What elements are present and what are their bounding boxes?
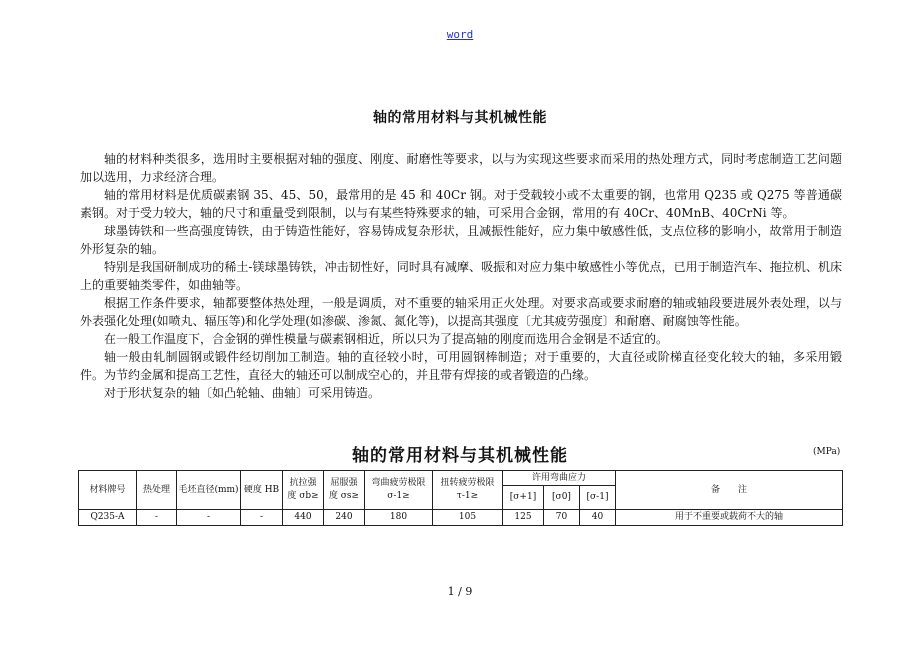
page-number: 1 / 9 [447,585,473,598]
header-allow-0: [σ0] [544,486,580,510]
table-title: 轴的常用材料与其机械性能 [352,446,568,466]
header-torsion-line1: 扭转疲劳极限 [440,478,495,488]
cell-torsion-fatigue: 105 [433,510,503,526]
paragraph: 轴一般由轧制圆钢或锻件经切削加工制造。轴的直径较小时，可用圆钢棒制造；对于重要的，大直径或阶梯直径变化较大的轴，多采用锻件。为节约金属和提高工艺性，直径大的轴还可以制成空心的，并且带有焊接的或者锻造的凸缘。 [80,350,842,382]
header-tensile-strength [283,471,324,510]
header-torsion-fatigue [433,471,503,510]
cell-yield: 240 [324,510,365,526]
header-torsion-line2: τ-1≥ [456,491,479,501]
table-row [79,510,843,526]
paragraph: 特别是我国研制成功的稀土-镁球墨铸铁，冲击韧性好，同时具有减摩、吸振和对应力集中敏感性小等优点，已用于制造汽车、拖拉机、机床上的重要轴类零件，如曲轴等。 [80,260,842,292]
cell-allow-minus1: 40 [580,510,616,526]
paragraph: 在一般工作温度下，合金钢的弹性模量与碳素钢相近，所以只为了提高轴的刚度而选用合金钢是不适宜的。 [104,332,669,346]
header-bending-line2: σ-1≥ [387,491,410,501]
header-allow-plus1: [σ+1] [503,486,544,510]
header-yield-line2: 度 σs≥ [328,491,360,501]
header-heat-treatment: 热处理 [137,471,177,510]
header-remarks: 备 注 [616,471,843,510]
cell-allow-0: 70 [544,510,580,526]
body-text [80,150,842,402]
paragraph: 轴的材料种类很多，选用时主要根据对轴的强度、刚度、耐磨性等要求，以与为实现这些要求而采用的热处理方式，同时考虑制造工艺问题加以选用，力求经济合理。 [80,152,842,184]
document-title: 轴的常用材料与其机械性能 [373,110,547,126]
header-allow-minus1: [σ-1] [580,486,616,510]
header-yield-line1: 屈服强 [330,478,358,488]
header-yield-strength [324,471,365,510]
cell-bending-fatigue: 180 [365,510,433,526]
header-material: 材料牌号 [79,471,137,510]
cell-hardness: - [241,510,283,526]
header-bending-line1: 弯曲疲劳极限 [371,478,426,488]
material-properties-table [78,470,843,526]
header-hardness: 硬度 HB [241,471,283,510]
paragraph: 轴的常用材料是优质碳素钢 35、45、50，最常用的是 45 和 40Cr 钢。对于受载较小或不太重要的钢，也常用 Q235 或 Q275 等普通碳素钢。对于受力较大，轴的尺寸和重量受到限制，以与有某些特殊要求的轴，可采用合金钢，常用的有 40Cr、40MnB、40CrNi 等。 [80,188,842,220]
header-allowable-stress: 许用弯曲应力 [503,471,616,486]
header-tensile-line1: 抗拉强 [289,478,317,488]
cell-tensile: 440 [283,510,324,526]
paragraph: 对于形状复杂的轴〔如凸轮轴、曲轴〕可采用铸造。 [104,386,381,400]
cell-allow-plus1: 125 [503,510,544,526]
cell-blank-diameter: - [177,510,241,526]
cell-remarks: 用于不重要或载荷不大的轴 [616,510,843,526]
header-word-link[interactable]: word [446,28,474,41]
cell-heat-treatment: - [137,510,177,526]
header-bending-fatigue [365,471,433,510]
header-tensile-line2: 度 σb≥ [287,491,319,501]
cell-material: Q235-A [79,510,137,526]
header-blank-diameter: 毛坯直径(mm) [177,471,241,510]
paragraph: 球墨铸铁和一些高强度铸铁，由于铸造性能好，容易铸成复杂形状，且减振性能好，应力集中敏感性低，支点位移的影响小，故常用于制造外形复杂的轴。 [80,224,842,256]
table-unit: (MPa) [813,447,841,457]
paragraph: 根据工作条件要求，轴都要整体热处理，一般是调质，对不重要的轴采用正火处理。对要求高或要求耐磨的轴或轴段要进展外表处理，以与外表强化处理(如喷丸、辐压等)和化学处理(如渗碳、渗氮、氮化等)，以提高其强度〔尤其疲劳强度〕和耐磨、耐腐蚀等性能。 [80,296,842,328]
